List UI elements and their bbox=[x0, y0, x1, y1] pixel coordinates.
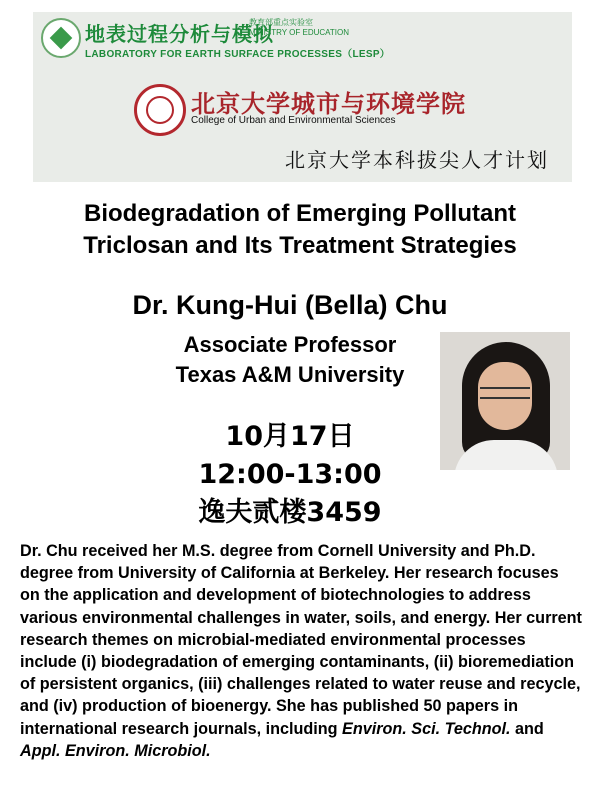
speaker-name: Dr. Kung-Hui (Bella) Chu bbox=[132, 290, 448, 320]
bio-connector: and bbox=[510, 719, 544, 738]
lesp-logo-icon bbox=[41, 18, 81, 58]
speaker-bio bbox=[20, 540, 582, 762]
lab-tag-cn: 教育部重点实验室 bbox=[249, 18, 313, 27]
talk-title-line-2: Triclosan and Its Treatment Strategies bbox=[83, 232, 517, 259]
event-location: 逸夫贰楼3459 bbox=[198, 497, 382, 528]
header-banner bbox=[33, 12, 572, 182]
speaker-position-block bbox=[140, 330, 440, 390]
bio-text: Dr. Chu received her M.S. degree from Cornell University and Ph.D. degree from University of California at Berkeley. Her research focuses on the application and development of biotechnologies to address various environmental challenges in water, soils, and energy. Her current research themes on microbial-mediated environmental processes include (i) biodegradation of emerging contaminants, (ii) bioremediation of persistent organics, (iii) challenges related to water reuse and recycle, and (iv) production of bioenergy. She has published 50 papers in international research journals, including bbox=[20, 542, 582, 738]
speaker-photo bbox=[440, 332, 570, 470]
bio-journal-1: Environ. Sci. Technol. bbox=[342, 719, 511, 738]
pku-seal-icon bbox=[134, 84, 186, 136]
event-details bbox=[150, 418, 430, 532]
lab-ministry-tag bbox=[249, 18, 349, 38]
lab-name-en: LABORATORY FOR EARTH SURFACE PROCESSES（LESP） bbox=[85, 49, 391, 60]
bio-journal-2: Appl. Environ. Microbiol. bbox=[20, 741, 211, 760]
lab-tag-en: MINISTRY OF EDUCATION bbox=[249, 28, 350, 37]
event-time: 12:00-13:00 bbox=[198, 459, 382, 490]
college-name-cn: 北京大学城市与环境学院 bbox=[191, 89, 466, 118]
talk-title-line-1: Biodegradation of Emerging Pollutant bbox=[84, 200, 516, 227]
event-date: 10月17日 bbox=[225, 421, 355, 452]
speaker-affiliation: Texas A&M University bbox=[175, 362, 405, 387]
lab-name-cn: 地表过程分析与模拟 bbox=[85, 24, 274, 46]
talk-title bbox=[0, 198, 600, 262]
speaker-position: Associate Professor bbox=[183, 332, 397, 357]
program-name: 北京大学本科拔尖人才计划 bbox=[285, 148, 549, 172]
college-name-en: College of Urban and Environmental Sciences bbox=[191, 115, 396, 126]
